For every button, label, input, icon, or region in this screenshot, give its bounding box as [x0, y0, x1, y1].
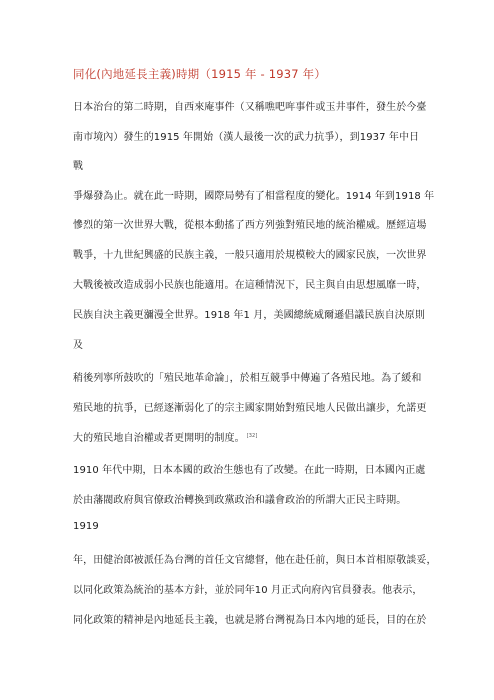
- paragraph-line: 南市境內）發生的1915 年開始（漢人最後一次的武力抗爭），到1937 年中日: [73, 132, 420, 143]
- paragraph-line: 以同化政策為統治的基本方針，並於同年10 月正式向府內官員發表。他表示，: [73, 585, 423, 596]
- paragraph-line: 1919: [73, 521, 99, 532]
- paragraph-line: 慘烈的第一次世界大戰，從根本動搖了西方列強對殖民地的統治權威。歷經這場: [73, 220, 427, 231]
- footnote-ref[interactable]: [32]: [246, 432, 258, 439]
- paragraph-line: 爭爆發為止。就在此一時期，國際局勢有了相當程度的變化。1914 年到1918 年: [73, 191, 435, 202]
- paragraph-line: 戰: [73, 161, 84, 172]
- paragraph-line: 殖民地的抗爭，已經逐漸弱化了的宗主國家開始對殖民地人民做出讓步，允諾更: [73, 403, 427, 414]
- paragraph-line: 戰爭，十九世紀興盛的民族主義，一般只適用於規模較大的國家民族，一次世界: [73, 250, 427, 261]
- paragraph-line: 日本治台的第二時期，自西來庵事件（又稱噍吧哖事件或玉井事件，發生於今臺: [73, 102, 427, 113]
- paragraph-line: 大戰後被改造成弱小民族也能適用。在這種情況下，民主與自由思想風靡一時，: [73, 280, 427, 291]
- paragraph-line: 稍後列寧所鼓吹的「殖民地革命論」，於相互競爭中傳遍了各殖民地。為了緩和: [73, 373, 422, 384]
- paragraph-line: 及: [73, 340, 84, 351]
- paragraph-line-with-ref: [73, 429, 257, 444]
- section-title: 同化(內地延長主義)時期（1915 年 - 1937 年）: [73, 67, 327, 81]
- paragraph-line: 年，田健治郎被派任為台灣的首任文官總督，他在赴任前，與日本首相原敬談妥，: [73, 555, 437, 566]
- paragraph-line: 同化政策的精神是內地延長主義，也就是將台灣視為日本內地的延長，目的在於: [73, 615, 427, 626]
- paragraph-line: 於由藩閥政府與官僚政治轉換到政黨政治和議會政治的所謂大正民主時期。: [73, 495, 407, 506]
- paragraph-line: 1910 年代中期，日本本國的政治生態也有了改變。在此一時期，日本國內正處: [73, 465, 426, 476]
- paragraph-line: 民族自決主義更瀰漫全世界。1918 年1 月，美國總統威爾遜倡議民族自決原則: [73, 310, 425, 321]
- paragraph-text: 大的殖民地自治權或者更開明的制度。: [73, 433, 245, 444]
